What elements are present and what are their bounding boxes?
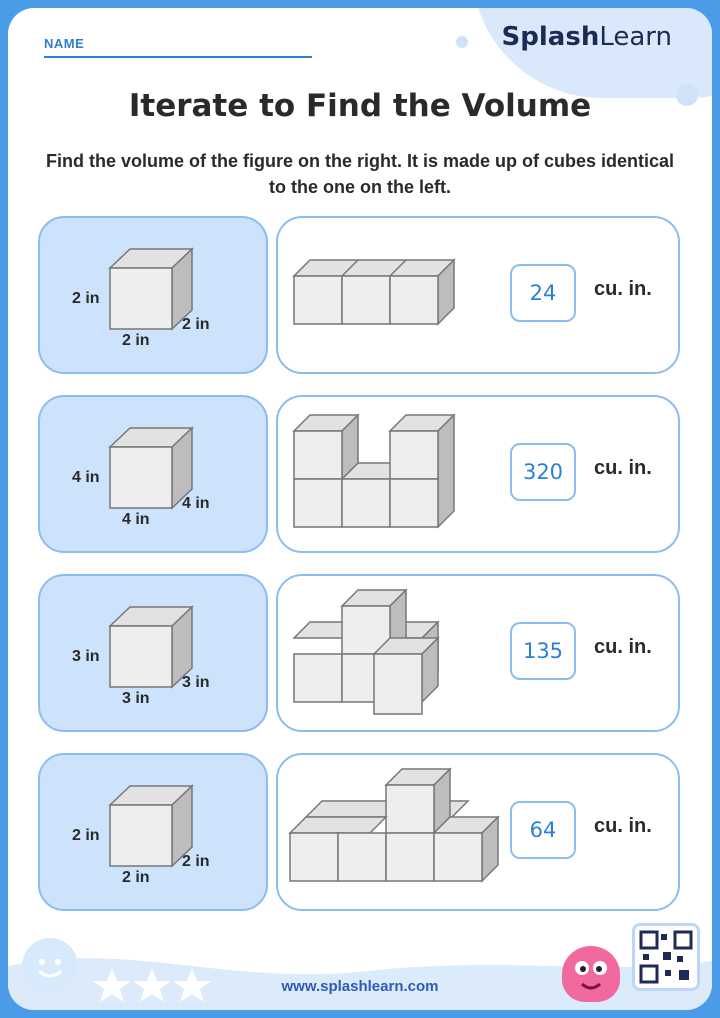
problem-row-3 [38,574,680,732]
depth-label: 2 in [182,853,210,870]
worksheet-page [8,8,712,1010]
page-title: Iterate to Find the Volume [128,88,592,124]
reference-cube-panel [38,574,268,732]
splashlearn-logo [502,22,672,52]
unit-label: cu. in. [594,278,652,300]
figure-panel [276,216,680,374]
name-line[interactable] [44,56,312,58]
reference-cube-panel [38,395,268,553]
figure-panel [276,753,680,911]
instructions: Find the volume of the figure on the right. It is made up of cubes identical to the one on the left. [45,151,675,197]
reference-cube-panel [38,216,268,374]
depth-label: 3 in [182,674,210,691]
height-label: 4 in [72,469,100,486]
unit-label: cu. in. [594,457,652,479]
unit-label: cu. in. [594,815,652,837]
depth-label: 2 in [182,316,210,333]
unit-label: cu. in. [594,636,652,658]
problem-row-1 [38,216,680,374]
figure-panel [276,395,680,553]
width-label: 4 in [122,511,150,528]
width-label: 2 in [122,869,150,886]
mascot-icon [562,946,620,1002]
problem-row-4 [38,753,680,911]
decor-dot [456,36,468,48]
depth-label: 4 in [182,495,210,512]
logo-light: Learn [599,22,672,52]
answer-box[interactable]: 135 [510,622,576,680]
reference-cube-panel [38,753,268,911]
answer-box[interactable]: 24 [510,264,576,322]
height-label: 2 in [72,827,100,844]
figure-panel [276,574,680,732]
problem-row-2 [38,395,680,553]
answer-box[interactable]: 320 [510,443,576,501]
logo-bold: Splash [501,22,600,52]
width-label: 2 in [122,332,150,349]
height-label: 3 in [72,648,100,665]
qr-code-icon[interactable] [632,923,700,991]
name-label: NAME [44,36,85,51]
footer-url[interactable]: www.splashlearn.com [281,978,439,995]
width-label: 3 in [122,690,150,707]
height-label: 2 in [72,290,100,307]
answer-box[interactable]: 64 [510,801,576,859]
